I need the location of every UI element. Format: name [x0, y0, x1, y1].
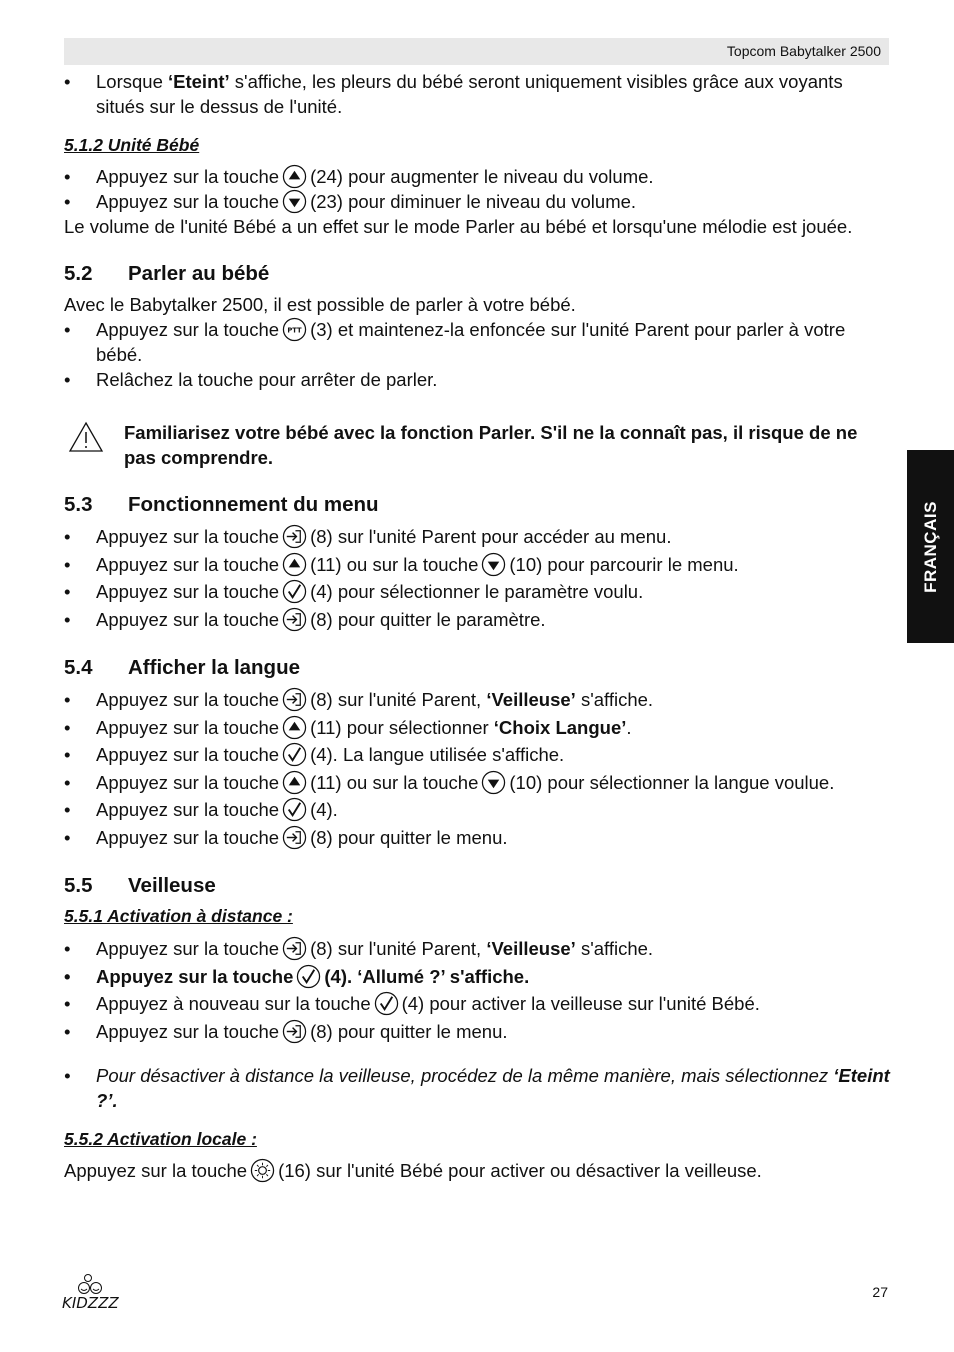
list-item: • Appuyez sur la touche (4). La langue utilisée s'affiche. — [64, 744, 565, 765]
list-item: • Appuyez sur la touche (4). — [64, 799, 338, 820]
nightlight-button-icon — [250, 1158, 275, 1183]
list-item: • Appuyez sur la touche (8) pour quitter le menu. — [64, 1020, 508, 1042]
list-item: • Appuyez à nouveau sur la touche (4) pour activer la veilleuse sur l'unité Bébé. — [64, 993, 760, 1014]
list-item: • Appuyez sur la touche (4) pour sélectionner le paramètre voulu. — [64, 581, 644, 602]
checkmark-button-icon — [282, 579, 307, 604]
text: Appuyez sur la touche — [96, 689, 280, 710]
text-bold: ‘Veilleuse’ — [486, 938, 576, 959]
section-number: 5.4 — [64, 656, 93, 679]
section-number: 5.3 — [64, 493, 93, 516]
text: Appuyez sur la touche — [96, 771, 280, 793]
text: Appuyez sur la touche — [96, 799, 280, 820]
text: Appuyez sur la touche — [96, 553, 280, 575]
text: Appuyez à nouveau sur la touche — [96, 993, 371, 1014]
list-item: • Appuyez sur la touche (24) pour augmenter le niveau du volume. — [64, 166, 654, 187]
section-title: Afficher la langue — [128, 656, 301, 679]
text: Appuyez sur la touche — [96, 826, 280, 848]
list-item: • Appuyez sur la touche (3) et maintenez-la enfoncée sur l'unité Parent pour parler à votre bébé. — [64, 319, 846, 365]
text: Appuyez sur la touche — [96, 938, 280, 959]
list-item: • Pour désactiver à distance la veilleuse, procédez de la même manière, mais sélectionnez ‘Eteint ?’. — [64, 1065, 890, 1111]
up-arrow-button-icon — [282, 164, 307, 189]
text: Appuyez sur la touche — [96, 166, 280, 187]
text: (10) pour sélectionner la langue voulue. — [509, 771, 835, 793]
text: (23) pour diminuer le niveau du volume. — [310, 191, 637, 212]
text: Appuyez sur la touche — [96, 319, 280, 340]
checkmark-button-icon — [282, 742, 307, 767]
warning-triangle-icon — [68, 420, 104, 454]
text: Appuyez sur la touche — [96, 191, 280, 212]
text: Appuyez sur la touche — [96, 965, 294, 987]
section-title: Veilleuse — [128, 874, 216, 897]
text-bold: ‘Eteint’ — [168, 71, 230, 92]
text: Appuyez sur la touche — [64, 1160, 248, 1181]
text: Lorsque — [96, 71, 168, 92]
text: (4). La langue utilisée s'affiche. — [310, 744, 565, 765]
text: (4). — [310, 799, 338, 820]
text: (11) ou sur la touche — [310, 553, 479, 575]
checkmark-button-icon — [282, 797, 307, 822]
text: (8) pour quitter le menu. — [310, 826, 508, 848]
checkmark-button-icon — [296, 964, 321, 989]
text: . — [626, 716, 632, 738]
text: (24) pour augmenter le niveau du volume. — [310, 166, 654, 187]
language-side-tab — [907, 450, 954, 643]
logo-text: KIDZZZ — [62, 1294, 119, 1312]
list-item: • Appuyez sur la touche (11) ou sur la touche (10) pour sélectionner la langue voulue. — [64, 771, 835, 793]
page-number: 27 — [872, 1284, 888, 1300]
language-tab-label: FRANÇAIS — [920, 500, 940, 593]
page-header — [64, 38, 889, 65]
checkmark-button-icon — [374, 991, 399, 1016]
text: (8) pour quitter le paramètre. — [310, 608, 546, 630]
text: Appuyez sur la touche — [96, 608, 280, 630]
subsection-title-512: 5.1.2 Unité Bébé — [64, 135, 200, 155]
text: s'affiche, les pleurs du bébé seront uniquement visibles grâce aux voyants situés sur le dessus de l'unité. — [96, 71, 843, 117]
header-title: Topcom Babytalker 2500 — [726, 43, 881, 59]
text: Appuyez sur la touche — [96, 581, 280, 602]
text: Appuyez sur la touche — [96, 526, 280, 547]
section-heading-52 — [64, 261, 890, 286]
section-heading-53 — [64, 492, 890, 517]
subsection-title-551: 5.5.1 Activation à distance : — [64, 906, 293, 926]
text: Appuyez sur la touche — [96, 1020, 280, 1042]
text: Appuyez sur la touche — [96, 716, 280, 738]
text: Appuyez sur la touche — [96, 744, 280, 765]
text: Relâchez la touche pour arrêter de parler. — [96, 369, 438, 390]
volume-note: Le volume de l'unité Bébé a un effet sur le mode Parler au bébé et lorsqu'une mélodie est jouée. — [64, 216, 853, 237]
warning-text: Familiarisez votre bébé avec la fonction Parler. S'il ne la connaît pas, il risque de ne pas comprendre. — [124, 422, 858, 468]
list-item: • Appuyez sur la touche (11) pour sélectionner ‘Choix Langue’. — [64, 716, 632, 738]
up-arrow-button-icon — [282, 552, 307, 577]
list-item: • Appuyez sur la touche (8) sur l'unité Parent pour accéder au menu. — [64, 526, 672, 547]
text: s'affiche. — [575, 938, 654, 959]
text: (4). ‘Allumé ?’ s'affiche. — [324, 965, 530, 987]
text: (8) sur l'unité Parent, — [310, 938, 487, 959]
text: (4) pour activer la veilleuse sur l'unité Bébé. — [401, 993, 760, 1014]
list-item: • Appuyez sur la touche (8) pour quitter le menu. — [64, 826, 508, 848]
list-item: • Appuyez sur la touche (23) pour diminuer le niveau du volume. — [64, 191, 637, 212]
down-arrow-button-icon — [481, 552, 506, 577]
menu-enter-button-icon — [282, 936, 307, 961]
local-activation-text — [64, 1158, 890, 1183]
menu-enter-button-icon — [282, 607, 307, 632]
menu-enter-button-icon — [282, 524, 307, 549]
text-bold: ‘Eteint ?’. — [96, 1065, 890, 1111]
warning-note — [64, 420, 890, 470]
ptt-button-icon — [282, 317, 307, 342]
list-item: • Appuyez sur la touche (8) pour quitter le paramètre. — [64, 608, 546, 630]
list-item: • Lorsque ‘Eteint’ s'affiche, les pleurs du bébé seront uniquement visibles grâce aux voyants situés sur le dessus de l'unité. — [64, 71, 843, 117]
list-item: • Appuyez sur la touche (4). ‘Allumé ?’ s'affiche. — [64, 965, 530, 987]
kidzzz-logo — [60, 1272, 135, 1312]
text-bold: ‘Choix Langue’ — [493, 716, 627, 738]
section-title: Parler au bébé — [128, 262, 270, 285]
menu-enter-button-icon — [282, 1019, 307, 1044]
list-item: • Relâchez la touche pour arrêter de parler. — [64, 369, 438, 390]
text: Pour désactiver à distance la veilleuse, procédez de la même manière, mais sélectionnez — [96, 1065, 834, 1086]
page-content — [64, 69, 890, 1183]
section-number: 5.5 — [64, 874, 93, 897]
menu-enter-button-icon — [282, 825, 307, 850]
down-arrow-button-icon — [481, 770, 506, 795]
text: (11) ou sur la touche — [310, 771, 479, 793]
section-number: 5.2 — [64, 262, 93, 285]
text: (10) pour parcourir le menu. — [509, 553, 739, 575]
subsection-title-552: 5.5.2 Activation locale : — [64, 1129, 257, 1149]
list-item: • Appuyez sur la touche (11) ou sur la touche (10) pour parcourir le menu. — [64, 553, 739, 575]
list-item: • Appuyez sur la touche (8) sur l'unité Parent, ‘Veilleuse’ s'affiche. — [64, 938, 654, 959]
text: (8) sur l'unité Parent pour accéder au menu. — [310, 526, 672, 547]
up-arrow-button-icon — [282, 770, 307, 795]
section-intro: Avec le Babytalker 2500, il est possible de parler à votre bébé. — [64, 294, 576, 315]
text: (8) pour quitter le menu. — [310, 1020, 508, 1042]
section-heading-54 — [64, 655, 890, 680]
list-item: • Appuyez sur la touche (8) sur l'unité Parent, ‘Veilleuse’ s'affiche. — [64, 689, 654, 710]
text-bold: ‘Veilleuse’ — [486, 689, 576, 710]
text: (8) sur l'unité Parent, — [310, 689, 487, 710]
down-arrow-button-icon — [282, 189, 307, 214]
text: (16) sur l'unité Bébé pour activer ou désactiver la veilleuse. — [278, 1160, 762, 1181]
text: s'affiche. — [575, 689, 654, 710]
text: (3) et maintenez-la enfoncée sur l'unité Parent pour parler à votre bébé. — [96, 319, 846, 365]
section-title: Fonctionnement du menu — [128, 493, 379, 516]
menu-enter-button-icon — [282, 687, 307, 712]
text: (11) pour sélectionner — [310, 716, 494, 738]
up-arrow-button-icon — [282, 715, 307, 740]
section-heading-55 — [64, 873, 890, 898]
text: (4) pour sélectionner le paramètre voulu. — [310, 581, 644, 602]
